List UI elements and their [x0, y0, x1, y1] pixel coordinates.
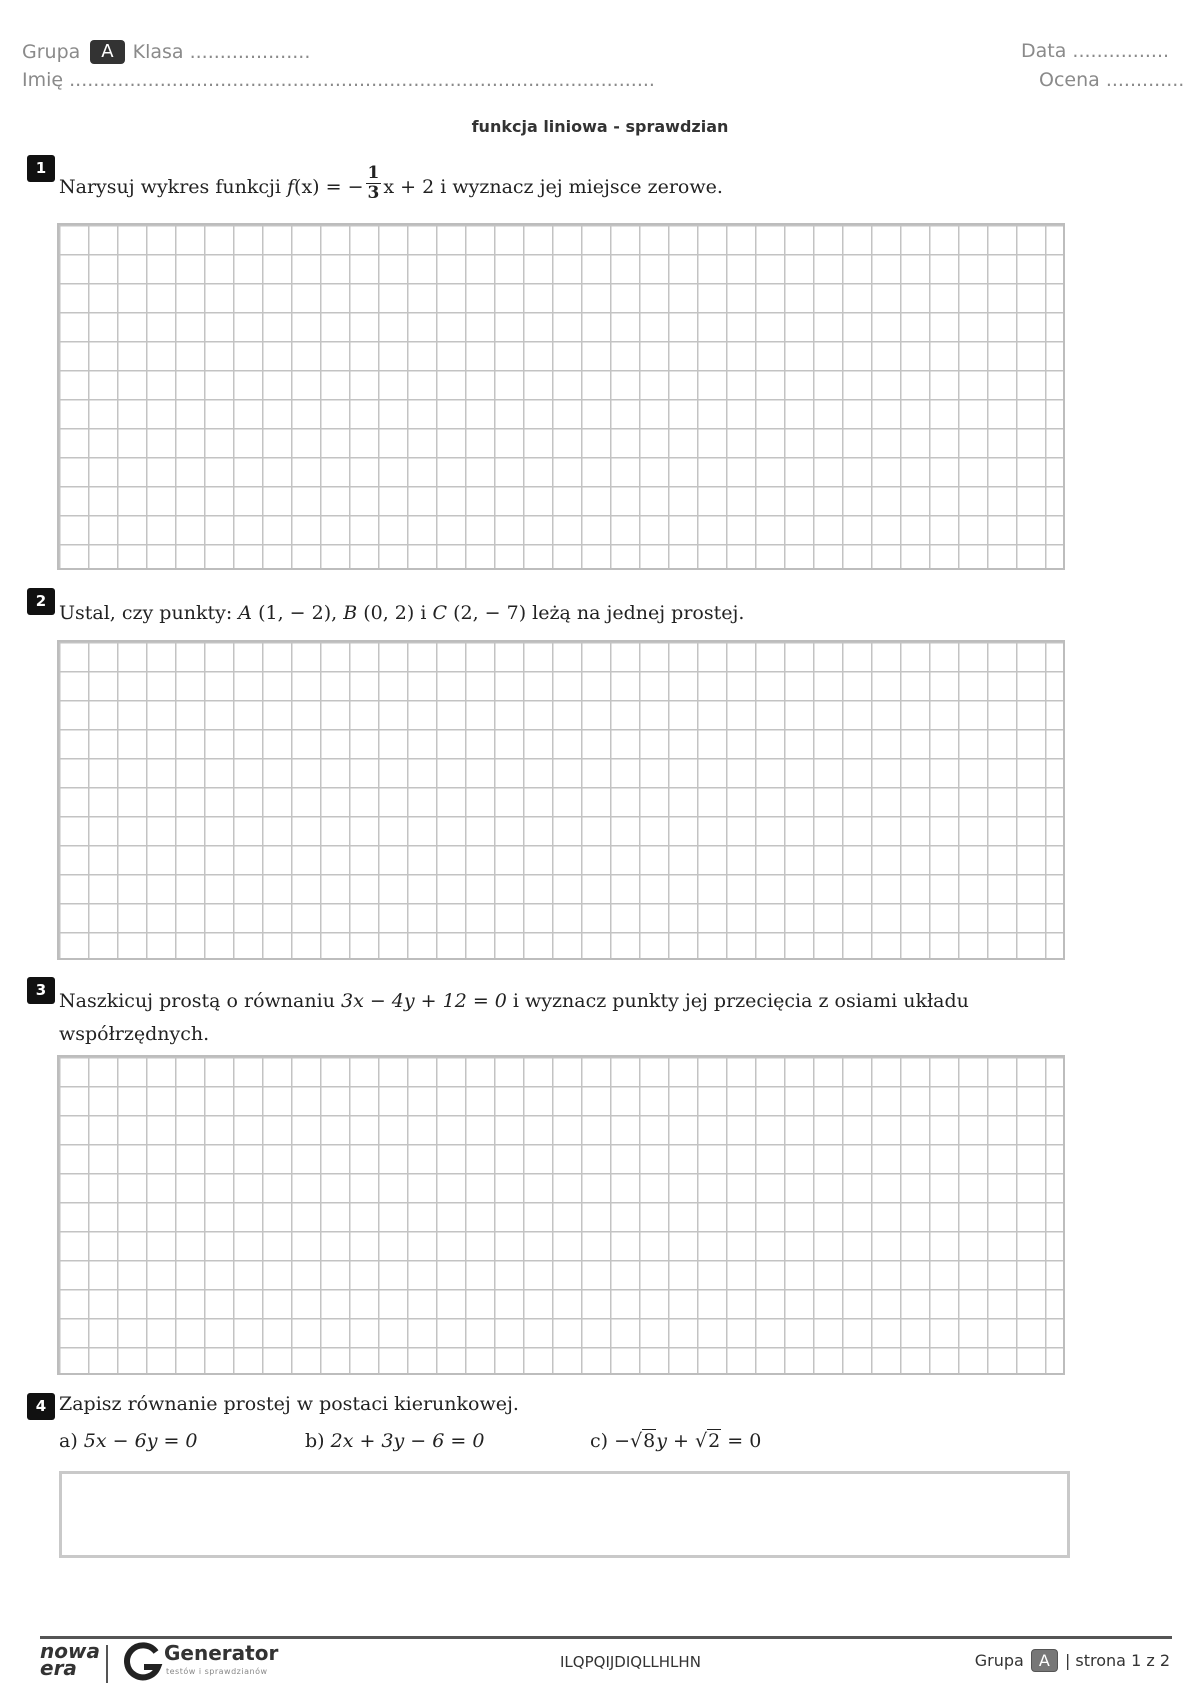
sqrt-sign: √: [630, 1430, 643, 1452]
task-number-2: 2: [27, 588, 55, 615]
answer-box-4[interactable]: [59, 1471, 1070, 1558]
task-1-lhs: (x) = −: [294, 176, 364, 198]
point-b-name: B: [343, 602, 358, 624]
task-4-c: [590, 1425, 761, 1457]
task-number-3: 3: [27, 977, 55, 1004]
task-3-intro: Naszkicuj prostą o równaniu: [59, 990, 335, 1012]
point-c: (2, − 7): [453, 602, 527, 624]
group-field: [22, 40, 310, 64]
task-4-text: Zapisz równanie prostej w postaci kierunkowej.: [59, 1393, 519, 1415]
task-4-c-end: = 0: [727, 1430, 762, 1452]
task-1-fraction: [366, 164, 382, 203]
footer-group-badge: A: [1031, 1649, 1058, 1672]
name-field: Imię .................................................................................................: [22, 69, 655, 91]
task-2-end: leżą na jednej prostej.: [532, 602, 745, 624]
sqrt-sign: √: [694, 1430, 708, 1452]
task-3-text-line2: współrzędnych.: [59, 1023, 210, 1045]
task-1-text: [59, 162, 723, 203]
logo-separator: [106, 1645, 108, 1683]
logo-nowa-text: nowa: [40, 1639, 100, 1663]
task-4-c-root1: 8: [643, 1430, 656, 1452]
task-3-text: [59, 985, 969, 1017]
task-2-intro: Ustal, czy punkty:: [59, 602, 233, 624]
answer-grid-1[interactable]: [57, 223, 1065, 570]
point-c-name: C: [432, 602, 448, 624]
task-3-end: i wyznacz punkty jej przecięcia z osiami układu: [512, 990, 969, 1012]
group-label: Grupa: [22, 41, 81, 63]
page-number: | strona 1 z 2: [1064, 1651, 1170, 1670]
point-a: (1, − 2),: [258, 602, 338, 624]
task-4-a-formula: 5x − 6y = 0: [83, 1430, 198, 1452]
task-4-c-root2: 2: [708, 1430, 721, 1452]
task-4-b-formula: 2x + 3y − 6 = 0: [330, 1430, 485, 1452]
answer-grid-2[interactable]: [57, 640, 1065, 960]
task-4-b-label: b): [305, 1430, 325, 1452]
task-1-intro: Narysuj wykres funkcji: [59, 176, 281, 198]
nowa-era-logo: [40, 1639, 100, 1680]
fraction-denominator: 3: [367, 182, 380, 203]
task-4-c-minus: −: [614, 1430, 631, 1452]
generator-g-icon: [120, 1640, 166, 1686]
logo-era-text: era: [40, 1656, 77, 1680]
point-a-name: A: [238, 602, 253, 624]
task-2-text: [59, 597, 744, 629]
answer-grid-3[interactable]: [57, 1055, 1065, 1375]
task-4-a-label: a): [59, 1430, 78, 1452]
task-1-rest: x + 2: [383, 176, 435, 198]
task-3-formula: 3x − 4y + 12 = 0: [340, 990, 507, 1012]
group-badge: A: [90, 40, 124, 64]
task-4-a: [59, 1425, 198, 1457]
task-4-b: [305, 1425, 484, 1457]
conj: i: [420, 602, 427, 624]
task-number-1: 1: [27, 155, 55, 182]
task-number-4: 4: [27, 1393, 55, 1420]
page-title: funkcja liniowa - sprawdzian: [471, 117, 729, 136]
task-1-f: f: [287, 176, 295, 198]
fraction-numerator: 1: [367, 162, 380, 183]
task-4-c-mid: y +: [656, 1430, 689, 1452]
date-field: Data ................: [1021, 40, 1170, 62]
grade-field: Ocena .............: [1039, 69, 1185, 91]
footer-divider: [40, 1636, 1172, 1639]
generator-logo-text: Generator: [164, 1641, 279, 1665]
task-4-c-label: c): [590, 1430, 609, 1452]
document-code: ILQPQIJDIQLLHLHN: [560, 1653, 701, 1671]
class-field: Klasa ....................: [132, 41, 311, 63]
task-1-end: i wyznacz jej miejsce zerowe.: [440, 176, 723, 198]
footer-group-label: Grupa: [974, 1651, 1024, 1670]
generator-logo-subtitle: testów i sprawdzianów: [166, 1667, 268, 1676]
point-b: (0, 2): [363, 602, 415, 624]
page-info: [975, 1649, 1170, 1672]
